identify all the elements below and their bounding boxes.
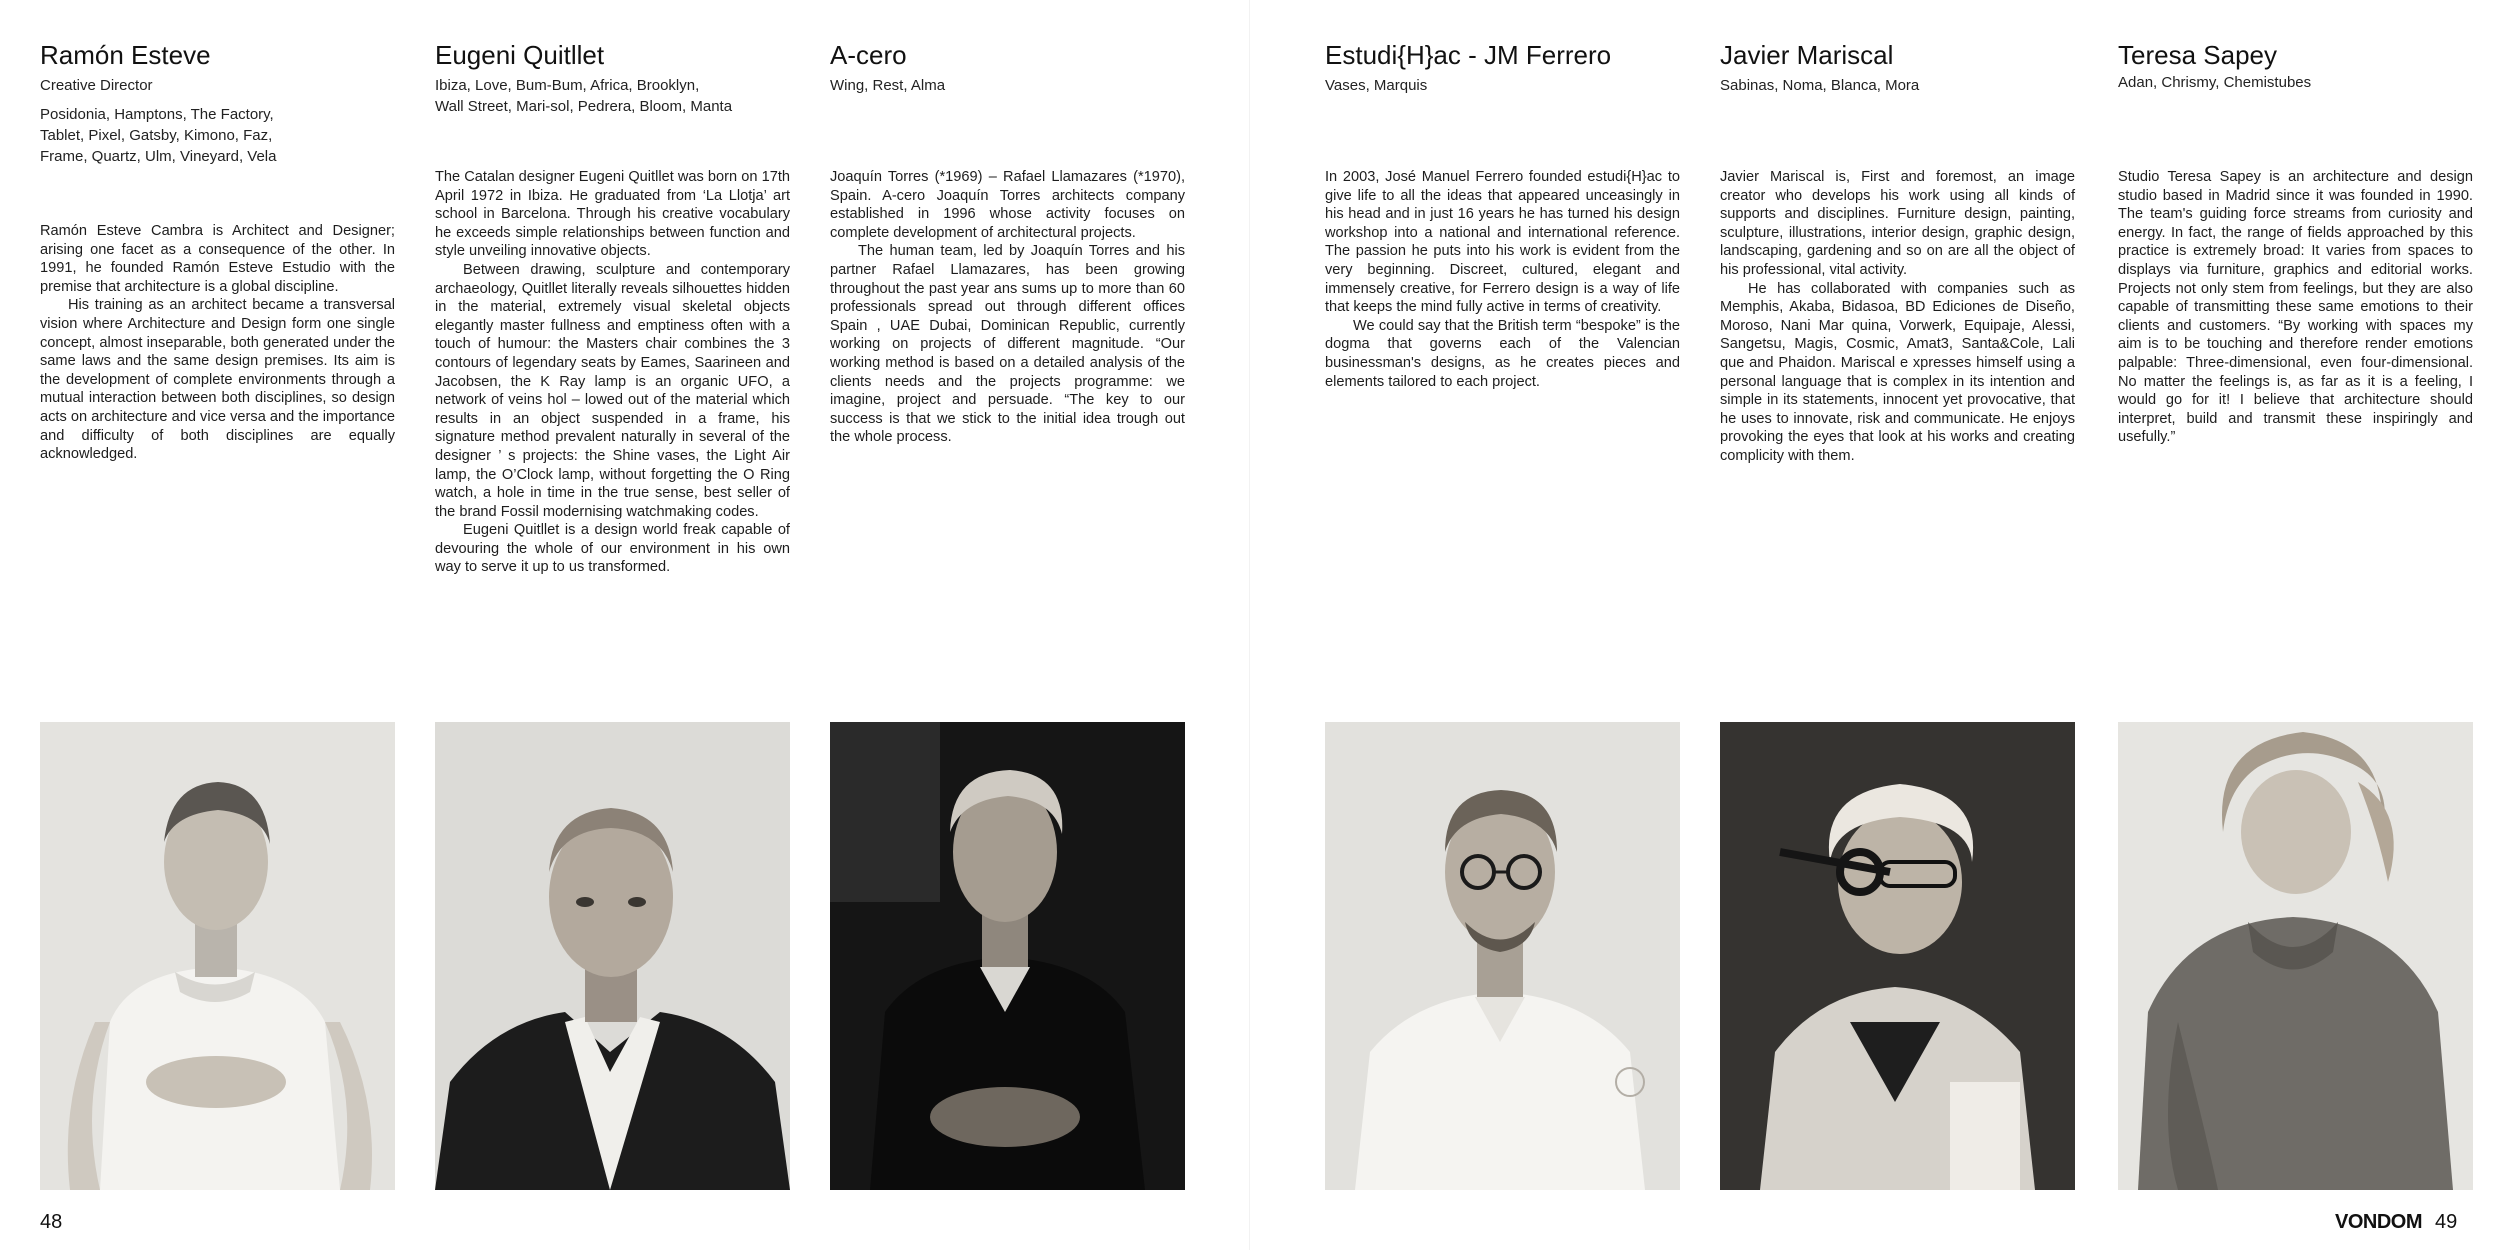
profile-teresa-sapey (2118, 0, 2473, 1250)
bio-paragraph: The human team, led by Joaquín Torres and his partner Rafael Llamazares, has been growing throughout the past year ans sums up to more than 60 professionals spread out through different offices Spain , UAE Dubai, Dominican Republic, currently working on projects of different magnitude. “Our working method is based on a detailed analysis of the clients needs and the projects programme: we imagine, project and persuade. “The key to our success is that we stick to the initial idea trough out the whole process. (830, 243, 1185, 446)
designer-name: Ramón Esteve (40, 40, 211, 70)
product-list: Vases, Marquis (1325, 77, 1428, 94)
portrait-photo (40, 722, 395, 1190)
biography (1325, 168, 1680, 391)
bio-paragraph: Studio Teresa Sapey is an architecture and design studio based in Madrid since it was founded in 1990. The team's guiding force streams from curiosity and energy. In fact, the range of fields approached by this practice is extremely broad: It varies from spaces to displays via furniture, graphics and editorial works. Projects not only stem from feelings, but they are also capable of transmitting these same emotions to their clients and customers. “By working with spaces my aim is to be touching and therefore render emotions palpable: Three-dimensional, even four-dimensional. No matter the feelings is, as far as it is a feeling, I would go for it! I believe that architecture should interpret, build and transmit these inspiringly and usefully.” (2118, 169, 2473, 446)
page-number: 48 (40, 1211, 63, 1233)
right-page (1250, 0, 2499, 1250)
portrait-photo (1325, 722, 1680, 1190)
designer-name: Javier Mariscal (1720, 40, 1894, 70)
profile-javier-mariscal (1720, 0, 2075, 1250)
bio-paragraph: Between drawing, sculpture and contemporary archaeology, Quitllet literally reveals silhouettes hidden in the material, extremely visual skeletal objects elegantly master fullness and emptiness often with a touch of humour: the Masters chair combines the 3 contours of legendary seats by Eames, Saarineen and Jacobsen, the K Ray lamp is an organic UFO, a network of veins hol – lowed out of the material which results in an object suspended in a frame, his signature method prevalent naturally in several of the designer ’ s projects: the Shine vases, the Light Air lamp, the O’Clock lamp, without forgetting the O Ring watch, a hole in time in the true sense, best seller of the brand Fossil modernising watchmaking codes. (435, 261, 790, 520)
designer-name: A-cero (830, 40, 907, 70)
bio-paragraph: Javier Mariscal is, First and foremost, an image creator who develops his work using all kinds of supports and disciplines. Furniture design, painting, sculpture, illustrations, interior design, graphic design, landscaping, gardening and so on are all the object of his professional, vital activity. (1720, 169, 2075, 278)
designer-name: Estudi{H}ac - JM Ferrero (1325, 40, 1612, 70)
biography (830, 168, 1185, 447)
designer-role: Creative Director (40, 77, 153, 94)
portrait-photo (435, 722, 790, 1190)
bio-paragraph: Eugeni Quitllet is a design world freak capable of devouring the whole of our environment in his own way to serve it up to us transformed. (435, 522, 790, 576)
bio-paragraph: In 2003, José Manuel Ferrero founded estudi{H}ac to give life to all the ideas that appeared unceasingly in his head and in just 16 years he has turned his design workshop into a national and international reference. The passion he puts into his work is evident from the very beginning. Discreet, cultured, elegant and immensely creative, for Ferrero design is a way of life that keeps the mind fully active in terms of creativity. (1325, 169, 1680, 316)
page-number: 49 (2435, 1211, 2458, 1233)
portrait-photo (2118, 722, 2473, 1190)
product-list: Sabinas, Noma, Blanca, Mora (1720, 77, 1920, 94)
profile-estudihac (1325, 0, 1680, 1250)
designer-name: Eugeni Quitllet (435, 40, 605, 70)
biography (1720, 168, 2075, 466)
product-list: Ibiza, Love, Bum-Bum, Africa, Brooklyn, Wall Street, Mari-sol, Pedrera, Bloom, Manta (435, 77, 733, 115)
bio-paragraph: The Catalan designer Eugeni Quitllet was born on 17th April 1972 in Ibiza. He graduated from ‘La Llotja’ art school in Barcelona. Through his creative vocabulary he exceeds simple relationships between function and style unveiling innovative objects. (435, 169, 790, 260)
bio-paragraph: Joaquín Torres (*1969) – Rafael Llamazares (*1970), Spain. A-cero Joaquín Torres architects company established in 1996 whose activity focuses on complete development of architectural projects. (830, 169, 1185, 241)
biography (2118, 168, 2473, 447)
product-list: Posidonia, Hamptons, The Factory, Tablet, Pixel, Gatsby, Kimono, Faz, Frame, Quartz, Ulm, Vineyard, Vela (40, 106, 277, 165)
vondom-logo: VONDOM (2335, 1211, 2422, 1233)
portrait-photo (1720, 722, 2075, 1190)
left-page (0, 0, 1249, 1250)
bio-paragraph: Ramón Esteve Cambra is Architect and Designer; arising one facet as a consequence of the other. In 1991, he founded Ramón Esteve Estudio with the premise that architecture is a global discipline. (40, 223, 395, 295)
product-list: Wing, Rest, Alma (830, 77, 946, 94)
bio-paragraph: He has collaborated with companies such as Memphis, Akaba, Bidasoa, BD Ediciones de Diseño, Moroso, Nani Mar quina, Vorwerk, Equipaje, Alessi, Sangetsu, Magis, Cosmic, Amat3, Santa&Cole, Lali que and Phaidon. Mariscal e xpresses himself using a personal language that is complex in its intention and simple in its statements, innocent yet provocative, that he uses to innovate, risk and communicate. He enjoys provoking the eyes that look at his works and creating complicity with them. (1720, 280, 2075, 464)
profile-eugeni-quitllet (435, 0, 790, 1250)
profile-a-cero (830, 0, 1185, 1250)
biography (40, 222, 395, 464)
designer-name: Teresa Sapey (2118, 40, 2277, 70)
profile-ramon-esteve (40, 0, 395, 1250)
biography (435, 168, 790, 577)
bio-paragraph: His training as an architect became a transversal vision where Architecture and Design form one single concept, almost inseparable, both generated under the same laws and the same design premises. Its aim is the development of complete environments through a mutual interaction between both disciplines, so design acts on architecture and vice versa and the importance and difficulty of both disciplines are equally acknowledged. (40, 297, 395, 463)
portrait-photo (830, 722, 1185, 1190)
product-list: Adan, Chrismy, Chemistubes (2118, 74, 2312, 91)
bio-paragraph: We could say that the British term “bespoke” is the dogma that governs each of the Valencian businessman's designs, as he creates pieces and elements tailored to each project. (1325, 317, 1680, 390)
